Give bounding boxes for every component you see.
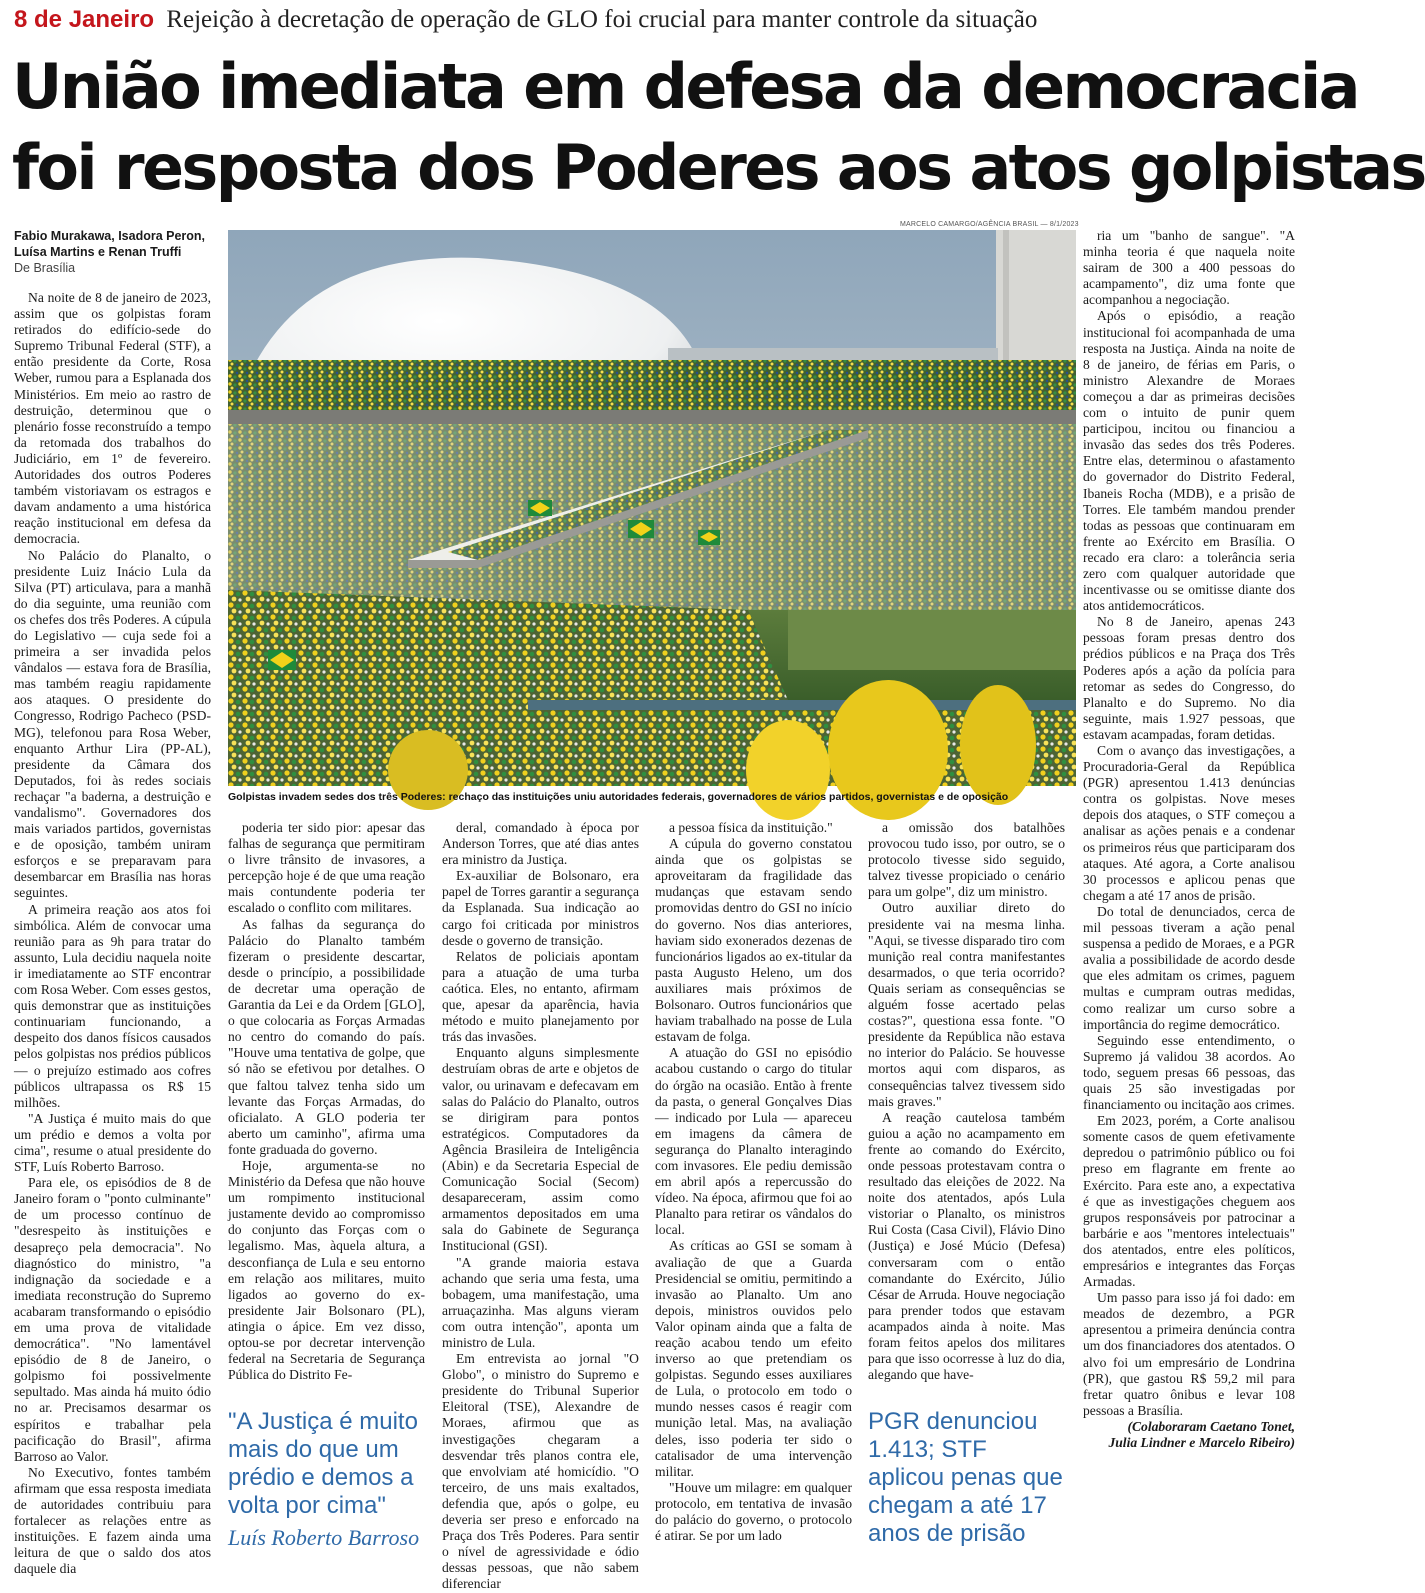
news-photo — [228, 230, 1076, 786]
paragraph: A reação cautelosa também guiou a ação no acampamento em frente ao comando do Exército, onde pessoas protestavam contra o resultado das eleições de 2022. Na noite dos atentados, após Lula vistoriar o Planalto, os ministros Rui Costa (Casa Civil), Flávio Dino (Justiça) e José Múcio (Defesa) conversaram com o então comandante do Exército, Júlio César de Arruda. Houve negociação para prender todos que estavam acampados ainda à noite. Mas foram feitos apelos dos militares para que isso ocorresse à luz do dia, alegando que have- — [868, 1109, 1065, 1383]
article-column-3 — [442, 820, 639, 1592]
paragraph: "Houve um milagre: em qualquer protocolo, em tentativa de invasão do palácio do governo, o protocolo é atirar. Se por um lado — [655, 1479, 852, 1544]
paragraph: As falhas da segurança do Palácio do Planalto também fizeram o presidente descartar, desde o princípio, a possibilidade de decretar uma operação de Garantia da Lei e da Ordem [GLO], o que colocaria as Forças Armadas no centro do comando do país. "Houve uma tentativa de golpe, que só não se efetivou por detalhes. O que faltou talvez tenha sido um levante das Forças Armadas, do oficialato. A GLO poderia ter aberto um caminho", afirma uma fonte graduada do governo. — [228, 916, 425, 1157]
pull-quote: PGR denunciou 1.413; STF aplicou penas que chegam a até 17 anos de prisão — [868, 1408, 1063, 1547]
kicker — [14, 6, 1294, 34]
quote-text: "A Justiça é muito mais do que um prédio e demos a volta por cima" — [228, 1408, 418, 1519]
article-column-2 — [228, 820, 425, 1390]
article-column-1 — [14, 290, 211, 1580]
deck-line: Rejeição à decretação de operação de GLO foi crucial para manter controle da situação — [166, 6, 1038, 33]
paragraph: "A Justiça é muito mais do que um prédio e demos a volta por cima", resume o atual presidente do STF, Luís Roberto Barroso. — [14, 1110, 211, 1175]
section-tag: 8 de Janeiro — [14, 6, 155, 33]
headline-line-2: foi resposta dos Poderes aos atos golpistas — [12, 131, 1425, 204]
paragraph: a omissão dos batalhões provocou tudo isso, por outro, se o protocolo tivesse sido seguido, talvez tivesse propiciado o cenário para um golpe", diz um ministro. — [868, 820, 1065, 900]
byline-names-2: Luísa Martins e Renan Truffi — [14, 245, 182, 259]
paragraph: Do total de denunciados, cerca de mil pessoas tiveram a ação penal suspensa a pedido de Moraes, e a PGR avalia a possibilidade de acordo desde que eles admitam os crimes, paguem multas e cumpram outras medidas, como realizar um curso sobre a importância do regime democrático. — [1083, 903, 1295, 1032]
paragraph: Outro auxiliar direto do presidente vai na mesma linha. "Aqui, se tivesse disparado tiro com munição real contra manifestantes desarmados, o que teria ocorrido? Quais seriam as consequências se alguém fosse acertado pelas costas?", questiona essa fonte. "O presidente da República não estava no interior do Palácio. Se houvesse mortos aqui com disparos, as consequências talvez tivessem sido mais graves." — [868, 900, 1065, 1109]
photo-caption: Golpistas invadem sedes dos três Poderes: rechaço das instituições uniu autoridades federais, governadores de vários partidos, governistas e de oposição — [228, 791, 1009, 803]
paragraph: Seguindo esse entendimento, o Supremo já validou 38 acordos. Ao todo, seguem presas 66 pessoas, das quais 25 são investigadas por financiamento ou incitação aos crimes. — [1083, 1032, 1295, 1113]
byline-place: De Brasília — [14, 261, 76, 275]
paragraph: Hoje, argumenta-se no Ministério da Defesa que não houve um rompimento institucional justamente devido ao compromisso do conjunto das Forças com o legalismo. Mas, àquela altura, a desconfiança de Lula e seu entorno em relação aos militares, muito ligados ao governo do ex-presidente Jair Bolsonaro (PL), atingia o ápice. Em vez disso, optou-se por decretar intervenção federal na Secretaria de Segurança Pública do Distrito Fe- — [228, 1157, 425, 1383]
paragraph: Com o avanço das investigações, a Procuradoria-Geral da República (PGR) apresentou 1.413 denúncias contra os golpistas. Nove meses depois dos ataques, o STF começou a analisar as ações penais e a condenar os primeiros réus que participaram dos ataques. Até agora, a Corte analisou 30 processos e aplicou penas que chegam a até 17 anos de prisão. — [1083, 743, 1295, 903]
byline — [14, 228, 214, 276]
paragraph: A atuação do GSI no episódio acabou custando o cargo do titular do órgão na ocasião. Então à frente da pasta, o general Gonçalves Dias — indicado por Lula — apareceu em imagens da câmera de segurança do Planalto interagindo com invasores. Ele pediu demissão em abril após a repercussão do vídeo. Na época, afirmou que foi ao Planalto para retirar os vândalos do local. — [655, 1045, 852, 1238]
paragraph: No Palácio do Planalto, o presidente Luiz Inácio Lula da Silva (PT) articulava, para a manhã do dia seguinte, uma reunião com os chefes dos três Poderes. A cúpula do Legislativo — cuja sede foi a primeira a ser invadida pelos vândalos — estava fora de Brasília, mas também reagiu rapidamente aos ataques. O presidente do Congresso, Rodrigo Pacheco (PSD-MG), telefonou para Rosa Weber, enquanto Arthur Lira (PP-AL), presidente da Câmara dos Deputados, foi às redes sociais rechaçar "a baderna, a destruição e vandalismo". Governadores dos mais variados partidos, governistas e de oposição, também uniram esforços e se preparavam para desembarcar em Brasília nas horas seguintes. — [14, 547, 211, 901]
article-column-6 — [1083, 228, 1295, 1580]
paragraph: Após o episódio, a reação institucional foi acompanhada de uma resposta na Justiça. Ainda na noite de 8 de janeiro, de férias em Paris, o ministro Alexandre de Moraes começou a dar as primeiras decisões com o intuito de punir quem participou, incitou ou financiou a invasão das sedes dos três Poderes. Entre elas, determinou o afastamento do governador do Distrito Federal, Ibaneis Rocha (MDB), e a prisão de Torres. Ele também mandou prender todas as pessoas que continuaram em frente ao Exército em Brasília. O recado era claro: a tolerância seria zero com qualquer autoridade que incentivasse ou se omitisse diante dos atos antidemocráticos. — [1083, 308, 1295, 614]
headline — [12, 46, 1425, 208]
contributors-note: (Colaboraram Caetano Tonet, Julia Lindner e Marcelo Ribeiro) — [1108, 1418, 1295, 1451]
article-column-4 — [655, 820, 852, 1580]
paragraph: Na noite de 8 de janeiro de 2023, assim que os golpistas foram retirados do edifício-sede do Supremo Tribunal Federal (STF), a então presidente da Corte, Rosa Weber, rumou para a Esplanada dos Ministérios. Em meio ao rastro de destruição, determinou que o plenário fosse reconstruído a tempo da retomada dos trabalhos do Judiciário, em 1º de fevereiro. Autoridades dos outros Poderes também vistoriavam os estragos e davam andamento a uma histórica reação institucional em defesa da democracia. — [14, 290, 211, 547]
paragraph: Para ele, os episódios de 8 de Janeiro foram o "ponto culminante" de um processo contínuo de "desrespeito às instituições e desapreço pela democracia". No diagnóstico do ministro, "a indignação da sociedade e a imediata reconstrução do Supremo acabaram transformando o episódio em uma prova de vitalidade democrática". "No lamentável episódio de 8 de Janeiro, o golpismo foi possivelmente sepultado. Mas ainda há muito ódio no ar. Precisamos desarmar os espíritos e trabalhar pela pacificação do Brasil", afirma Barroso ao Valor. — [14, 1175, 211, 1464]
paragraph: Em 2023, porém, a Corte analisou somente casos de quem efetivamente depredou o patrimônio público ou foi preso em flagrante em frente ao Exército. Para este ano, a expectativa é que as investigações cheguem aos grupos responsáveis por patrocinar a barbárie e aos "mentores intelectuais" dos atentados, entre eles políticos, empresários e integrantes das Forças Armadas. — [1083, 1113, 1295, 1290]
article-column-5 — [868, 820, 1065, 1390]
quote-box — [228, 1408, 428, 1552]
paragraph: A cúpula do governo constatou ainda que os golpistas se aproveitaram da fragilidade das mudanças que estavam sendo promovidas dentro do GSI no início do governo. Nos dias anteriores, haviam sido exonerados dezenas de funcionários ligados ao ex-titular da pasta Augusto Heleno, um dos auxiliares mais próximos de Bolsonaro. Outros funcionários que haviam trabalhado na posse de Lula estavam de folga. — [655, 836, 852, 1045]
headline-line-1: União imediata em defesa da democracia — [12, 50, 1358, 123]
byline-names-1: Fabio Murakawa, Isadora Peron, — [14, 229, 206, 243]
paragraph: deral, comandado à época por Anderson Torres, que até dias antes era ministro da Justiça. — [442, 820, 639, 868]
paragraph: Ex-auxiliar de Bolsonaro, era papel de Torres garantir a segurança da Esplanada. Sua indicação ao cargo foi criticada por ministros desde o governo de transição. — [442, 868, 639, 948]
paragraph: As críticas ao GSI se somam à avaliação de que a Guarda Presidencial se omitiu, permitindo a invasão ao Planalto. Um ano depois, ministros ouvidos pelo Valor opinam ainda que a falta de reação acabou tendo um efeito inverso ao que pretendiam os golpistas. Segundo esses auxiliares de Lula, o protocolo em todo o mundo nesses casos é reagir com munição letal. Mas, na avaliação deles, isso poderia ter sido o catalisador de uma intervenção militar. — [655, 1238, 852, 1479]
paragraph: No Executivo, fontes também afirmam que essa resposta imediata de autoridades contribuiu para fortalecer as relações entre as instituições. E fazem ainda uma leitura de que o saldo dos atos daquele dia — [14, 1464, 211, 1577]
paragraph: poderia ter sido pior: apesar das falhas de segurança que permitiram o livre trânsito de invasores, a percepção hoje é de que uma reação mais contundente poderia ter escalado o conflito com militares. — [228, 820, 425, 916]
paragraph: Um passo para isso já foi dado: em meados de dezembro, a PGR apresentou a primeira denúncia contra um dos financiadores dos atentados. O alvo foi um empresário de Londrina (PR), que gastou R$ 59,2 mil para fretar quatro ônibus e levar 108 pessoas a Brasília. — [1083, 1290, 1295, 1418]
paragraph: No 8 de Janeiro, apenas 243 pessoas foram presas dentro dos prédios públicos e na Praça dos Três Poderes após a ação da polícia para retomar as sedes do Congresso, do Planalto e do Supremo. No dia seguinte, mais 1.927 pessoas, que estavam acampadas, foram detidas. — [1083, 614, 1295, 742]
paragraph: A primeira reação aos atos foi simbólica. Além de convocar uma reunião para as 9h para tratar do assunto, Lula decidiu naquela noite ir imediatamente ao STF encontrar com Rosa Weber. Com esses gestos, quis demonstrar que as instituições continuariam funcionando, a despeito dos danos físicos causados pelos golpistas nos prédios públicos — o prejuízo estimado aos cofres públicos ultrapassa os R$ 15 milhões. — [14, 901, 211, 1110]
photo-illustration — [228, 230, 1076, 786]
paragraph: ria um "banho de sangue". "A minha teoria é que naquela noite sairam de 300 a 400 pessoas do acampamento", diz uma fonte que acompanhou a negociação. — [1083, 228, 1295, 308]
paragraph: a pessoa física da instituição." — [669, 820, 833, 835]
photo-credit: MARCELO CAMARGO/AGÊNCIA BRASIL — 8/1/2023 — [900, 221, 1079, 228]
quote-author: Luís Roberto Barroso — [228, 1525, 420, 1550]
paragraph: Enquanto alguns simplesmente destruíam obras de arte e objetos de valor, ou urinavam e defecavam em salas do Palácio do Planalto, outros se dirigiram para pontos estratégicos. Computadores da Agência Brasileira de Inteligência (Abin) e da Secretaria Especial de Comunicação Social (Secom) desapareceram, assim como armamentos depositados em uma sala do Gabinete de Segurança Institucional (GSI). — [442, 1045, 639, 1254]
paragraph: "A grande maioria estava achando que seria uma festa, uma bobagem, uma manifestação, uma arruaçazinha. Mas alguns vieram com outra intenção", aponta um ministro de Lula. — [442, 1254, 639, 1350]
paragraph: Em entrevista ao jornal "O Globo", o ministro do Supremo e presidente do Tribunal Superior Eleitoral (TSE), Alexandre de Moraes, afirmou que as investigações chegaram a desvendar três planos contra ele, que envolviam até homicídio. "O terceiro, de uns mais exaltados, defendia que, após o golpe, eu deveria ser preso e enforcado na Praça dos Três Poderes. Para sentir o nível de agressividade e ódio dessas pessoas, que não sabem diferenciar — [442, 1351, 639, 1592]
paragraph: Relatos de policiais apontam para a atuação de uma turba caótica. Eles, no entanto, afirmam que, apesar da aparência, havia método e muito planejamento por trás das invasões. — [442, 948, 639, 1045]
